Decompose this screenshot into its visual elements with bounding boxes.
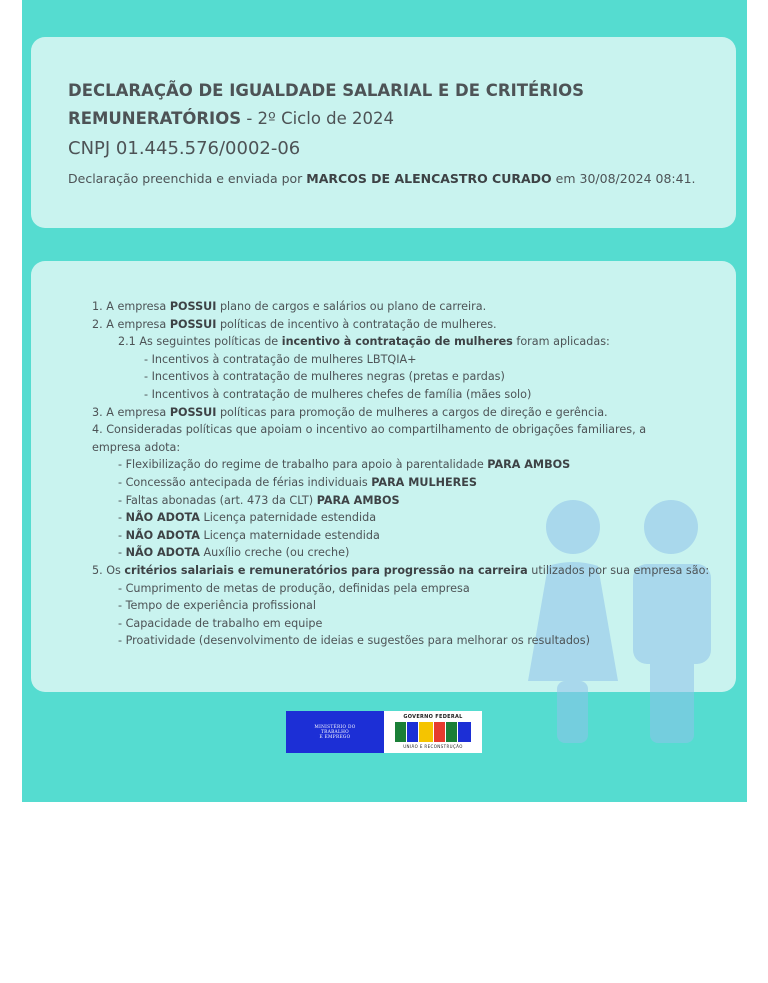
list-item: - Proatividade (desenvolvimento de ideias e sugestões para melhorar os resultados) <box>118 634 590 648</box>
declaration-info <box>68 171 696 186</box>
list-item: 3. A empresa POSSUI políticas para promoção de mulheres a cargos de direção e gerência. <box>92 405 608 419</box>
title-text: DECLARAÇÃO DE IGUALDADE SALARIAL E DE CRITÉRIOS REMUNERATÓRIOS <box>68 81 585 128</box>
ministry-logo <box>286 711 384 753</box>
ministry-line: TRABALHO <box>321 730 349 735</box>
declarant-name: MARCOS DE ALENCASTRO CURADO <box>306 171 552 186</box>
gov-bottom-text: UNIÃO E RECONSTRUÇÃO <box>403 744 463 749</box>
list-item: 4. Consideradas políticas que apoiam o incentivo ao compartilhamento de obrigações familiares, a empresa adota: <box>92 423 647 454</box>
list-item: - Cumprimento de metas de produção, definidas pela empresa <box>118 581 470 595</box>
list-item: - Incentivos à contratação de mulheres negras (pretas e pardas) <box>144 370 505 384</box>
cnpj-text: CNPJ 01.445.576/0002-06 <box>68 138 301 159</box>
list-item: 5. Os critérios salariais e remuneratórios para progressão na carreira utilizados por sua empresa são: <box>92 563 710 577</box>
list-item: 1. A empresa POSSUI plano de cargos e salários ou plano de carreira. <box>92 300 487 313</box>
gov-top-text: GOVERNO FEDERAL <box>403 714 463 720</box>
list-item: 2. A empresa POSSUI políticas de incentivo à contratação de mulheres. <box>92 317 497 331</box>
cycle-text: - 2º Ciclo de 2024 <box>241 109 395 128</box>
footer-logos <box>286 711 482 753</box>
list-item: - Flexibilização do regime de trabalho para apoio à parentalidade PARA AMBOS <box>118 458 571 472</box>
list-item: - NÃO ADOTA Licença paternidade estendida <box>118 511 377 525</box>
declared-prefix: Declaração preenchida e enviada por <box>68 171 307 186</box>
list-item: - Tempo de experiência profissional <box>118 599 317 613</box>
page-title <box>68 77 708 133</box>
list-item: - Capacidade de trabalho em equipe <box>118 616 323 630</box>
list-item: - Concessão antecipada de férias individuais PARA MULHERES <box>118 475 477 489</box>
list-item: - Incentivos à contratação de mulheres LBTQIA+ <box>144 352 417 366</box>
brasil-logo-word <box>395 722 471 742</box>
ministry-line: MINISTÉRIO DO <box>314 725 356 730</box>
declared-date: em 30/08/2024 08:41. <box>551 171 696 186</box>
list-item: - Incentivos à contratação de mulheres chefes de família (mães solo) <box>144 387 532 401</box>
list-item: - Faltas abonadas (art. 473 da CLT) PARA AMBOS <box>118 493 400 507</box>
header-card <box>31 37 736 228</box>
list-item: - NÃO ADOTA Auxílio creche (ou creche) <box>118 546 350 560</box>
ministry-line: E EMPREGO <box>319 735 351 740</box>
content-card <box>31 261 736 692</box>
list-item: - NÃO ADOTA Licença maternidade estendida <box>118 528 380 542</box>
government-logo <box>384 711 482 753</box>
declaration-list <box>92 298 710 650</box>
list-item: 2.1 As seguintes políticas de incentivo à contratação de mulheres foram aplicadas: <box>118 335 610 349</box>
